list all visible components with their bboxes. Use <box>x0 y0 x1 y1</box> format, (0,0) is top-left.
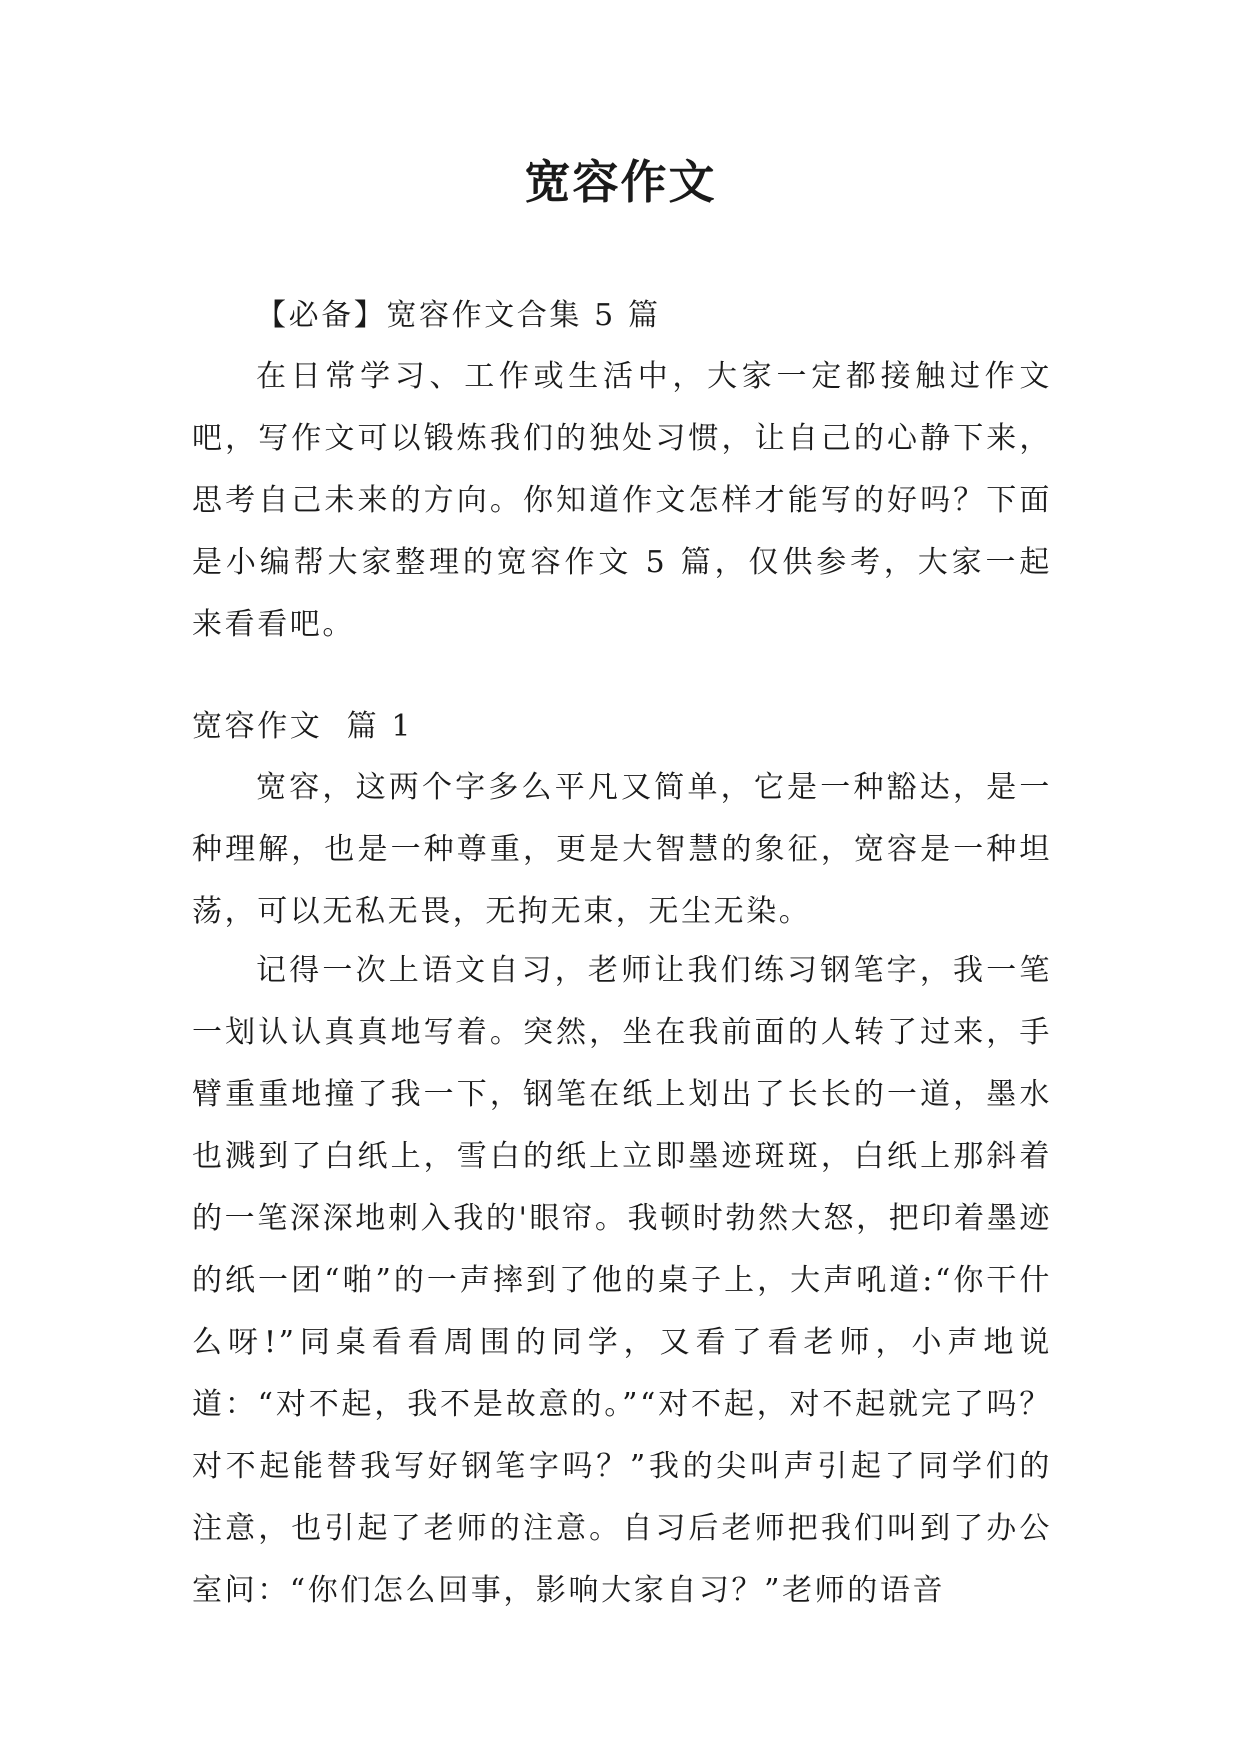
section-heading: 宽容作文 篇 1 <box>192 709 414 744</box>
intro-paragraph: 在日常学习、工作或生活中，大家一定都接触过作文吧，写作文可以锻炼我们的独处习惯，让自己的心静下来，思考自己未来的方向。你知道作文怎样才能写的好吗？下面是小编帮大家整理的宽容作文 5 篇，仅供参考，大家一起来看看吧。 <box>192 359 1052 642</box>
page-title: 宽容作文 <box>524 155 717 209</box>
section-paragraph: 记得一次上语文自习，老师让我们练习钢笔字，我一笔一划认认真真地写着。突然，坐在我前面的人转了过来，手臂重重地撞了我一下，钢笔在纸上划出了长长的一道，墨水也溅到了白纸上，雪白的纸上立即墨迹斑斑，白纸上那斜着的一笔深深地刺入我的'眼帘。我顿时勃然大怒，把印着墨迹的纸一团“啪”的一声摔到了他的桌子上，大声吼道:“你干什么呀!”同桌看看周围的同学，又看了看老师，小声地说道：“对不起，我不是故意的。”“对不起，对不起就完了吗？对不起能替我写好钢笔字吗？”我的尖叫声引起了同学们的注意，也引起了老师的注意。自习后老师把我们叫到了办公室问：“你们怎么回事，影响大家自习？”老师的语音 <box>192 953 1052 1608</box>
section-paragraph: 宽容，这两个字多么平凡又简单，它是一种豁达，是一种理解，也是一种尊重，更是大智慧的象征，宽容是一种坦荡，可以无私无畏，无拘无束，无尘无染。 <box>192 770 1052 929</box>
document-subtitle: 【必备】宽容作文合集 5 篇 <box>256 298 661 333</box>
